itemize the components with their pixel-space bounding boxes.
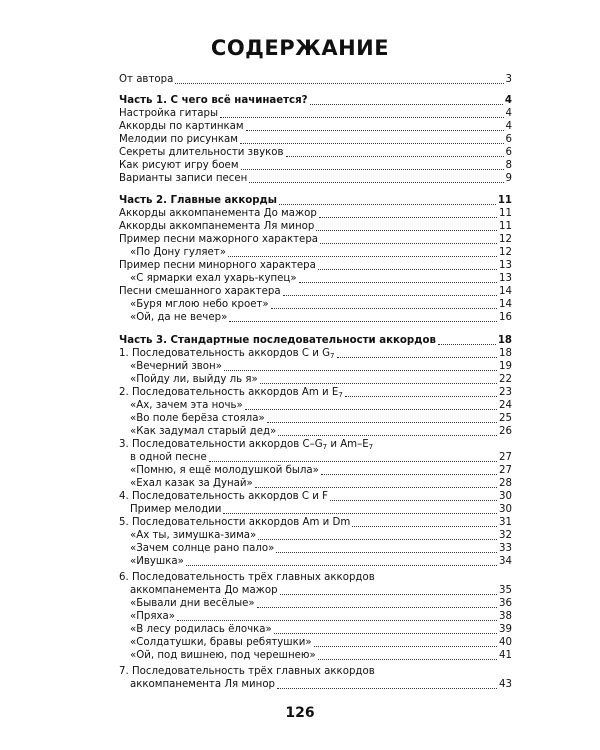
toc-entry-page: 25 bbox=[499, 413, 512, 424]
dot-leader bbox=[276, 552, 497, 553]
page-title: СОДЕРЖАНИЕ bbox=[210, 36, 390, 60]
toc-entry-line bbox=[119, 120, 512, 133]
toc-entry[interactable] bbox=[0, 207, 600, 220]
toc-entry-line bbox=[130, 529, 512, 542]
toc-entry-label: «Пойду ли, выйду ль я» bbox=[130, 374, 258, 385]
dot-leader bbox=[438, 344, 496, 345]
toc-entry[interactable] bbox=[0, 146, 600, 159]
toc-entry[interactable] bbox=[0, 425, 600, 438]
toc-entry[interactable] bbox=[0, 172, 600, 185]
dot-leader bbox=[286, 156, 504, 157]
toc-entry-page: 38 bbox=[499, 611, 512, 622]
toc-entry[interactable] bbox=[0, 584, 600, 597]
toc-entry[interactable] bbox=[0, 133, 600, 146]
toc-entry-page: 13 bbox=[499, 260, 512, 271]
dot-leader bbox=[258, 539, 497, 540]
toc-entry-label: Мелодии по рисункам bbox=[119, 134, 238, 145]
dot-leader bbox=[320, 243, 497, 244]
toc-entry-line bbox=[130, 246, 512, 259]
toc-entry-page: 18 bbox=[497, 335, 512, 346]
toc-entry-line bbox=[119, 259, 512, 272]
toc-entry-line bbox=[119, 73, 512, 86]
toc-entry[interactable] bbox=[0, 233, 600, 246]
dot-leader bbox=[299, 282, 497, 283]
toc-entry[interactable] bbox=[0, 259, 600, 272]
toc-entry-page: 6 bbox=[505, 134, 512, 145]
toc-entry-page: 9 bbox=[505, 173, 512, 184]
toc-entry-label: Часть 1. С чего всё начинается? bbox=[119, 95, 308, 106]
toc-entry-label: Аккорды аккомпанемента Ля минор bbox=[119, 221, 315, 232]
dot-leader bbox=[314, 646, 497, 647]
toc-entry-label: «Бывали дни весёлые» bbox=[130, 598, 255, 609]
toc-entry-label: «Пряха» bbox=[130, 611, 175, 622]
toc-entry-page: 39 bbox=[499, 624, 512, 635]
dot-leader bbox=[175, 83, 503, 84]
toc-entry[interactable] bbox=[0, 555, 600, 568]
toc-entry-label: «Ах, зачем эта ночь» bbox=[130, 400, 243, 411]
toc-entry[interactable] bbox=[0, 571, 600, 584]
toc-entry-page: 8 bbox=[505, 160, 512, 171]
dot-leader bbox=[249, 182, 503, 183]
dot-leader bbox=[310, 104, 503, 105]
toc-entry-line bbox=[119, 220, 512, 233]
toc-entry-label: Настройка гитары bbox=[119, 108, 219, 119]
toc-entry-line bbox=[119, 194, 512, 207]
toc-entry-page: 6 bbox=[505, 147, 512, 158]
toc-entry-label: От автора bbox=[119, 74, 174, 85]
toc-entry-page: 13 bbox=[499, 273, 512, 284]
toc-entry[interactable] bbox=[0, 542, 600, 555]
toc-entry-page: 43 bbox=[499, 679, 512, 690]
toc-entry-line bbox=[130, 584, 512, 597]
toc-entry[interactable] bbox=[0, 220, 600, 233]
toc-entry-line bbox=[119, 159, 512, 172]
toc-entry-label: «Ивушка» bbox=[130, 556, 184, 567]
toc-entry[interactable] bbox=[0, 386, 600, 399]
toc-entry-label: «Как задумал старый дед» bbox=[130, 426, 277, 437]
toc-entry-label: Пример песни мажорного характера bbox=[119, 234, 319, 245]
toc-entry[interactable] bbox=[0, 529, 600, 542]
toc-entry-line bbox=[130, 451, 512, 464]
toc-entry[interactable] bbox=[0, 490, 600, 503]
toc-entry-label: Пример мелодии bbox=[130, 504, 222, 515]
dot-leader bbox=[330, 500, 497, 501]
toc-entry-page: 41 bbox=[499, 650, 512, 661]
toc-entry-line bbox=[119, 233, 512, 246]
toc-entry[interactable] bbox=[0, 412, 600, 425]
toc-entry-label: Пример песни минорного характера bbox=[119, 260, 316, 271]
toc-entry-page: 11 bbox=[499, 221, 512, 232]
toc-entry-line bbox=[130, 649, 512, 662]
dot-leader bbox=[277, 688, 497, 689]
toc-entry-page: 31 bbox=[499, 517, 512, 528]
toc-entry-line bbox=[119, 571, 376, 584]
toc-entry-line bbox=[119, 107, 512, 120]
toc-entry-line bbox=[130, 464, 512, 477]
toc-entry-label: «Ах ты, зимушка-зима» bbox=[130, 530, 257, 541]
toc-entry[interactable] bbox=[0, 438, 600, 451]
toc-entry-page: 14 bbox=[499, 299, 512, 310]
toc-entry[interactable] bbox=[0, 610, 600, 623]
toc-entry-page: 40 bbox=[499, 637, 512, 648]
toc-entry[interactable] bbox=[0, 347, 600, 360]
toc-entry-page: 28 bbox=[499, 478, 512, 489]
toc-entry-page: 27 bbox=[499, 465, 512, 476]
toc-entry-page: 3 bbox=[505, 74, 512, 85]
toc-entry-page: 12 bbox=[499, 247, 512, 258]
dot-leader bbox=[318, 659, 497, 660]
toc-entry-line bbox=[119, 133, 512, 146]
toc-entry-label: «Солдатушки, бравы ребятушки» bbox=[130, 637, 312, 648]
chord-subscript: 7 bbox=[330, 352, 335, 360]
toc-entry-label: Часть 3. Стандартные последовательности аккордов bbox=[119, 335, 436, 346]
toc-entry-line bbox=[130, 311, 512, 324]
toc-entry-label: аккомпанемента До мажор bbox=[130, 585, 278, 596]
toc-entry-page: 36 bbox=[499, 598, 512, 609]
toc-entry-line bbox=[130, 425, 512, 438]
toc-entry-page: 14 bbox=[499, 286, 512, 297]
toc-entry-label: «Ой, да не вечер» bbox=[130, 312, 228, 323]
toc-entry-page: 34 bbox=[499, 556, 512, 567]
toc-entry-line bbox=[130, 373, 512, 386]
dot-leader bbox=[316, 230, 497, 231]
dot-leader bbox=[283, 295, 497, 296]
toc-entry-label: 3. Последовательности аккордов $C-G_7$ и $Am-E_7$ bbox=[119, 439, 374, 451]
toc-entry-line bbox=[119, 386, 512, 399]
toc-entry[interactable] bbox=[0, 159, 600, 172]
toc-entry-line bbox=[130, 678, 512, 691]
toc-entry-label: 2. Последовательность аккордов Am и $E_7$ bbox=[119, 387, 343, 399]
dot-leader bbox=[177, 620, 497, 621]
toc-entry-page: 26 bbox=[499, 426, 512, 437]
toc-entry-line bbox=[130, 610, 512, 623]
toc-entry[interactable] bbox=[0, 516, 600, 529]
toc-entry[interactable] bbox=[0, 120, 600, 133]
dot-leader bbox=[255, 487, 497, 488]
toc-entry-label: 5. Последовательности аккордов Am и Dm bbox=[119, 517, 351, 528]
toc-entry-line bbox=[130, 360, 512, 373]
toc-entry[interactable] bbox=[0, 636, 600, 649]
toc-entry-line bbox=[119, 172, 512, 185]
dot-leader bbox=[228, 256, 497, 257]
toc-entry-label: 1. Последовательность аккордов C и $G_7$ bbox=[119, 348, 335, 360]
toc-entry-line bbox=[130, 623, 512, 636]
toc-entry-line bbox=[130, 555, 512, 568]
dot-leader bbox=[280, 594, 497, 595]
toc-entry-label: «В лесу родилась ёлочка» bbox=[130, 624, 272, 635]
toc-entry-label: «Буря мглою небо кроет» bbox=[130, 299, 269, 310]
dot-leader bbox=[224, 370, 497, 371]
toc-entry-page: 12 bbox=[499, 234, 512, 245]
toc-entry-page: 23 bbox=[499, 387, 512, 398]
toc-entry-page: 30 bbox=[499, 491, 512, 502]
toc-entry-label: 6. Последовательность трёх главных аккордов bbox=[119, 572, 375, 583]
toc-entry-line bbox=[119, 665, 376, 678]
toc-entry[interactable] bbox=[0, 107, 600, 120]
toc-entry-label: «По Дону гуляет» bbox=[130, 247, 226, 258]
dot-leader bbox=[246, 130, 504, 131]
toc-entry-page: 22 bbox=[499, 374, 512, 385]
toc-entry-line bbox=[119, 490, 512, 503]
dot-leader bbox=[229, 321, 497, 322]
toc-entry-line bbox=[119, 516, 512, 529]
toc-entry-label: Секреты длительности звуков bbox=[119, 147, 284, 158]
toc-entry-label: Аккорды аккомпанемента До мажор bbox=[119, 208, 317, 219]
toc-entry[interactable] bbox=[0, 503, 600, 516]
toc-entry-page: 19 bbox=[499, 361, 512, 372]
toc-entry-label-tail: и Am–E bbox=[327, 439, 369, 450]
toc-entry[interactable] bbox=[0, 73, 600, 86]
toc-entry[interactable] bbox=[0, 360, 600, 373]
dot-leader bbox=[223, 513, 497, 514]
toc-entry[interactable] bbox=[0, 399, 600, 412]
toc-entry-line bbox=[119, 207, 512, 220]
toc-entry[interactable] bbox=[0, 285, 600, 298]
toc-entry-page: 4 bbox=[505, 108, 512, 119]
dot-leader bbox=[318, 269, 497, 270]
page-number: 126 bbox=[285, 705, 315, 721]
toc-entry[interactable] bbox=[0, 94, 600, 107]
dot-leader bbox=[352, 526, 497, 527]
toc-entry[interactable] bbox=[0, 623, 600, 636]
chord-subscript: 7 bbox=[368, 443, 374, 451]
toc-entry-page: 11 bbox=[497, 195, 512, 206]
toc-entry[interactable] bbox=[0, 464, 600, 477]
dot-leader bbox=[319, 217, 497, 218]
toc-entry[interactable] bbox=[0, 311, 600, 324]
toc-entry-line bbox=[119, 146, 512, 159]
toc-entry-line bbox=[130, 412, 512, 425]
toc-entry-label: «Помню, я ещё молодушкой была» bbox=[130, 465, 319, 476]
dot-leader bbox=[245, 409, 497, 410]
toc-entry-page: 4 bbox=[505, 121, 512, 132]
toc-entry-page: 18 bbox=[499, 348, 512, 359]
toc-entry-line bbox=[130, 477, 512, 490]
dot-leader bbox=[337, 357, 498, 358]
toc-entry-label: «Зачем солнце рано пало» bbox=[130, 543, 275, 554]
toc-entry-page: 30 bbox=[499, 504, 512, 515]
toc-entry[interactable] bbox=[0, 334, 600, 347]
toc-entry-line bbox=[119, 285, 512, 298]
toc-entry-page: 33 bbox=[499, 543, 512, 554]
toc-entry-label: «Вечерний звон» bbox=[130, 361, 222, 372]
toc-entry-line bbox=[130, 542, 512, 555]
toc-entry-line bbox=[119, 334, 512, 347]
toc-entry-label: Часть 2. Главные аккорды bbox=[119, 195, 277, 206]
dot-leader bbox=[209, 461, 497, 462]
dot-leader bbox=[274, 633, 497, 634]
toc-entry[interactable] bbox=[0, 649, 600, 662]
dot-leader bbox=[241, 169, 504, 170]
dot-leader bbox=[260, 383, 497, 384]
toc-entry[interactable] bbox=[0, 597, 600, 610]
toc-entry-line bbox=[119, 438, 374, 451]
toc-entry-page: 11 bbox=[499, 208, 512, 219]
toc-entry-line bbox=[130, 503, 512, 516]
toc-entry-label: Аккорды по картинкам bbox=[119, 121, 244, 132]
toc-entry-page: 24 bbox=[499, 400, 512, 411]
toc-entry[interactable] bbox=[0, 246, 600, 259]
dot-leader bbox=[240, 143, 504, 144]
toc-entry-line bbox=[119, 94, 512, 107]
chord-subscript: 7 bbox=[338, 391, 343, 399]
dot-leader bbox=[345, 396, 497, 397]
toc-entry-page: 16 bbox=[499, 312, 512, 323]
toc-entry-line bbox=[130, 272, 512, 285]
dot-leader bbox=[257, 607, 497, 608]
toc-entry[interactable] bbox=[0, 194, 600, 207]
toc-entry-label: «Во поле берёза стояла» bbox=[130, 413, 265, 424]
toc-entry-label: 7. Последовательность трёх главных аккордов bbox=[119, 666, 375, 677]
toc-entry-page: 32 bbox=[499, 530, 512, 541]
toc-entry-line bbox=[119, 347, 512, 360]
toc-entry-label: «Ой, под вишнею, под черешнею» bbox=[130, 650, 316, 661]
toc-entry-page: 35 bbox=[499, 585, 512, 596]
dot-leader bbox=[267, 422, 497, 423]
toc-entry-label: Песни смешанного характера bbox=[119, 286, 281, 297]
toc-entry-label: «Ехал казак за Дунай» bbox=[130, 478, 253, 489]
chord-subscript: 7 bbox=[322, 443, 328, 451]
toc-entry[interactable] bbox=[0, 678, 600, 691]
toc-entry-line bbox=[130, 399, 512, 412]
toc-entry-label: 4. Последовательность аккордов C и F bbox=[119, 491, 328, 502]
toc-entry-line bbox=[130, 636, 512, 649]
toc-entry[interactable] bbox=[0, 477, 600, 490]
toc-entry[interactable] bbox=[0, 665, 600, 678]
toc-entry-page: 27 bbox=[499, 452, 512, 463]
toc-entry-line bbox=[130, 597, 512, 610]
dot-leader bbox=[279, 204, 496, 205]
toc-entry-label: в одной песне bbox=[130, 452, 207, 463]
toc-entry-page: 4 bbox=[504, 95, 512, 106]
dot-leader bbox=[220, 117, 503, 118]
dot-leader bbox=[186, 565, 497, 566]
dot-leader bbox=[321, 474, 497, 475]
toc-entry-label: Как рисуют игру боем bbox=[119, 160, 239, 171]
toc-entry-line bbox=[130, 298, 512, 311]
toc-entry-label: аккомпанемента Ля минор bbox=[130, 679, 276, 690]
dot-leader bbox=[278, 435, 497, 436]
toc-entry[interactable] bbox=[0, 298, 600, 311]
toc-entry[interactable] bbox=[0, 451, 600, 464]
toc-entry-label: «С ярмарки ехал ухарь-купец» bbox=[130, 273, 297, 284]
toc-entry[interactable] bbox=[0, 272, 600, 285]
toc-entry-label: Варианты записи песен bbox=[119, 173, 248, 184]
toc-entry[interactable] bbox=[0, 373, 600, 386]
dot-leader bbox=[271, 308, 497, 309]
